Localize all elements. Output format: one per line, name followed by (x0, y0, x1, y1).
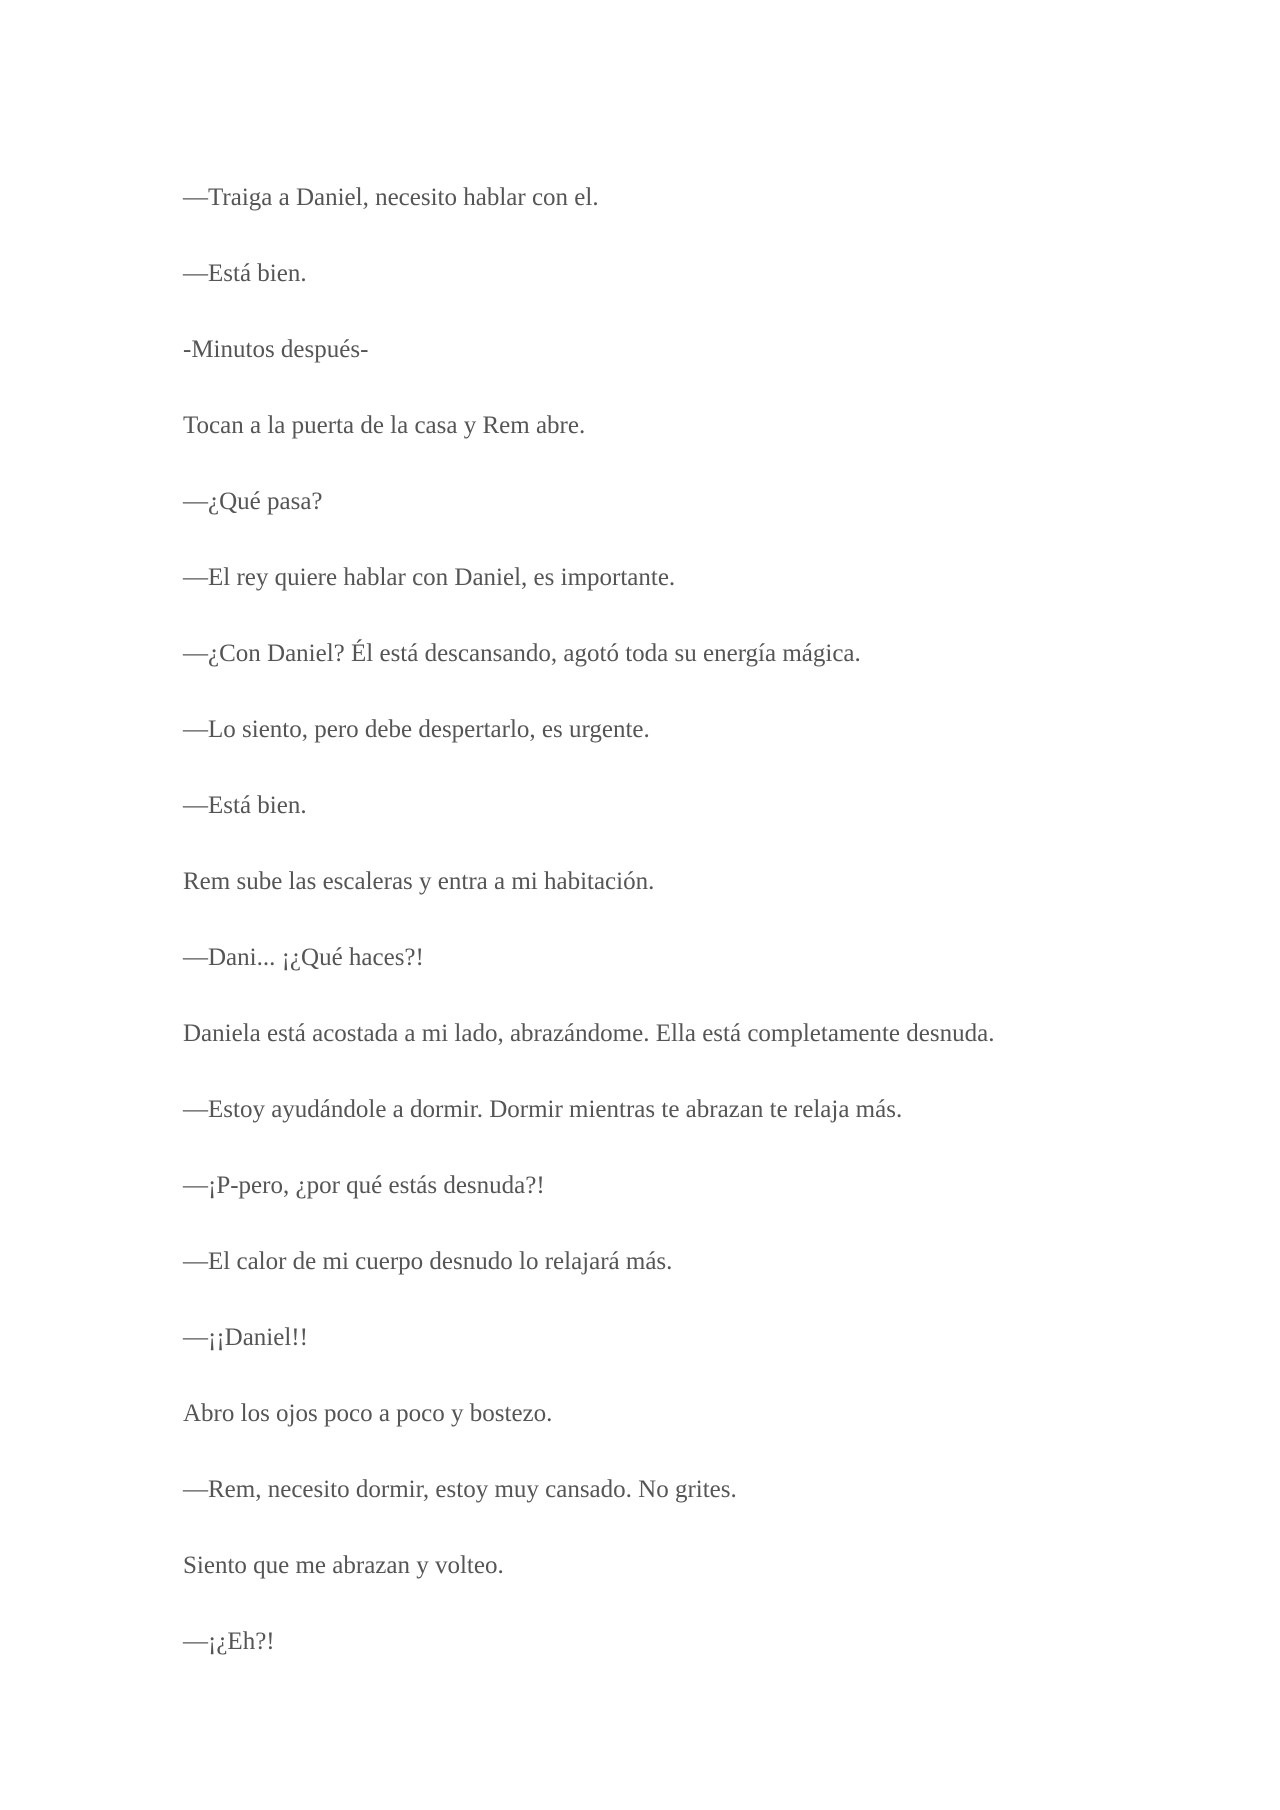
paragraph: Tocan a la puerta de la casa y Rem abre. (183, 412, 586, 439)
paragraph: —Traiga a Daniel, necesito hablar con el. (183, 184, 599, 211)
paragraph: —¿Qué pasa? (183, 488, 323, 515)
paragraph: Abro los ojos poco a poco y bostezo. (183, 1400, 553, 1427)
paragraph: -Minutos después- (183, 336, 369, 363)
paragraph: Daniela está acostada a mi lado, abrazándome. Ella está completamente desnuda. (183, 1020, 995, 1047)
paragraph: —¡¡Daniel!! (183, 1324, 308, 1351)
paragraph: —¿Con Daniel? Él está descansando, agotó toda su energía mágica. (183, 640, 861, 667)
paragraph: —El calor de mi cuerpo desnudo lo relajará más. (183, 1248, 673, 1275)
paragraph: —Está bien. (183, 792, 307, 819)
paragraph: Rem sube las escaleras y entra a mi habitación. (183, 868, 655, 895)
paragraph: —¡P-pero, ¿por qué estás desnuda?! (183, 1172, 545, 1199)
paragraph: —Estoy ayudándole a dormir. Dormir mientras te abrazan te relaja más. (183, 1096, 903, 1123)
paragraph: —Lo siento, pero debe despertarlo, es urgente. (183, 716, 650, 743)
paragraph: —¡¿Eh?! (183, 1628, 275, 1655)
text-column (183, 178, 1183, 1698)
paragraph: —Dani... ¡¿Qué haces?! (183, 944, 424, 971)
paragraph: —Está bien. (183, 260, 307, 287)
paragraph: —El rey quiere hablar con Daniel, es importante. (183, 564, 676, 591)
paragraph: —Rem, necesito dormir, estoy muy cansado. No grites. (183, 1476, 737, 1503)
paragraph: Siento que me abrazan y volteo. (183, 1552, 504, 1579)
